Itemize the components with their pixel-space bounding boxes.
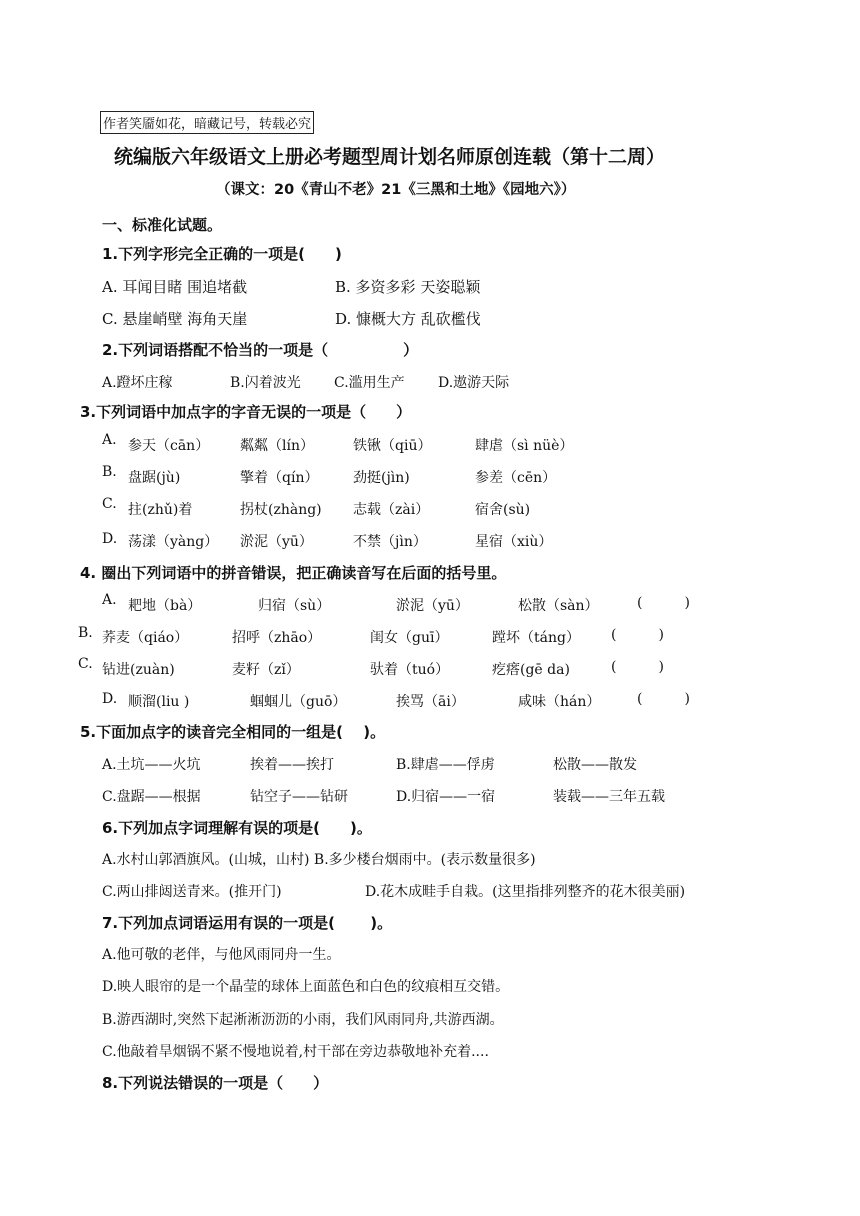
- q2-option-c: C.滥用生产: [334, 375, 405, 391]
- q2-option-a: A.蹬坏庄稼: [102, 375, 173, 391]
- question-4-stem: 4. 圈出下列词语中的拼音错误，把正确读音写在后面的括号里。: [80, 564, 507, 582]
- question-7-stem: 7.下列加点词语运用有误的一项是( )。: [102, 914, 393, 932]
- q3-d-4: 星宿（xiù）: [475, 534, 553, 550]
- q3-c-2: 拐杖(zhàng): [240, 502, 322, 518]
- q6-option-d: D.花木成畦手自栽。(这里指排列整齐的花木很美丽): [365, 884, 686, 900]
- question-1-stem: 1.下列字形完全正确的一项是( ): [102, 245, 342, 263]
- question-5-stem: 5.下面加点字的读音完全相同的一组是( )。: [80, 723, 386, 741]
- question-2-stem: 2.下列词语搭配不恰当的一项是（ ）: [102, 341, 419, 359]
- q7-option-d: D.映人眼帘的是一个晶莹的球体上面蓝色和白色的纹痕相互交错。: [102, 979, 510, 995]
- q1-option-d: D. 慷概大方 乱砍檻伐: [335, 310, 481, 328]
- q1-option-b: B. 多资多彩 天姿聪颖: [335, 278, 481, 296]
- q4-b-3: 闺女（guī）: [370, 630, 449, 646]
- q4-d-1: 顺溜(liu ): [128, 694, 190, 710]
- q3-c-1: 拄(zhǔ)着: [128, 502, 193, 518]
- q4-c-1: 钻进(zuàn): [102, 662, 175, 678]
- q5-option-d1: D.归宿——一宿: [396, 789, 496, 805]
- q7-option-a: A.他可敬的老伴，与他风雨同舟一生。: [102, 947, 341, 963]
- q1-option-a: A. 耳闻目睹 围追堵截: [102, 278, 248, 296]
- q4-b-4: 蹚坏（táng）: [492, 630, 580, 646]
- q3-d-1: 荡漾（yàng）: [128, 534, 219, 550]
- q3-a-4: 肆虐（sì nüè）: [475, 438, 574, 454]
- q5-option-a2: 挨着——挨打: [250, 757, 334, 773]
- q2-option-b: B.闪着波光: [230, 375, 301, 391]
- q4-label-d: D.: [102, 691, 118, 707]
- q5-option-b1: B.肆虐——俘虏: [396, 757, 495, 773]
- q3-label-a: A.: [102, 432, 117, 448]
- q4-a-3: 淤泥（yū）: [396, 598, 469, 614]
- q4-b-answer-blank: ( ): [611, 627, 664, 643]
- q4-d-2: 蝈蝈儿（guō）: [250, 694, 347, 710]
- q4-a-answer-blank: ( ): [637, 595, 690, 611]
- q3-d-2: 淤泥（yū）: [240, 534, 313, 550]
- q6-option-c: C.两山排闼送青来。(推开门): [102, 884, 282, 900]
- q5-option-d2: 装载——三年五载: [553, 789, 665, 805]
- question-3-stem: 3.下列词语中加点字的字音无误的一项是（ ）: [80, 403, 412, 421]
- q4-c-3: 驮着（tuó）: [370, 662, 450, 678]
- q4-a-2: 归宿（sù）: [258, 598, 331, 614]
- q3-b-1: 盘踞(jù): [128, 470, 181, 486]
- page-title: 统编版六年级语文上册必考题型周计划名师原创连载（第十二周）: [114, 146, 666, 168]
- q3-c-4: 宿舍(sù): [475, 502, 531, 518]
- q3-b-3: 劲挺(jìn): [353, 470, 410, 486]
- q7-option-b: B.游西湖时,突然下起淅淅沥沥的小雨，我们风雨同舟,共游西湖。: [102, 1012, 504, 1028]
- q4-d-answer-blank: ( ): [637, 691, 690, 707]
- q4-label-b: B.: [78, 625, 93, 641]
- q5-option-c1: C.盘踞——根据: [102, 789, 201, 805]
- q3-label-b: B.: [102, 464, 117, 480]
- q4-c-answer-blank: ( ): [611, 659, 664, 675]
- section-heading: 一、标准化试题。: [102, 216, 223, 234]
- q1-option-c: C. 悬崖峭壁 海角天崖: [102, 310, 248, 328]
- question-6-stem: 6.下列加点字词理解有误的项是( )。: [102, 819, 372, 837]
- q4-c-2: 麦籽（zǐ）: [232, 662, 300, 678]
- q4-a-4: 松散（sàn）: [518, 598, 599, 614]
- q5-option-c2: 钻空子——钻研: [250, 789, 348, 805]
- q5-option-a1: A.土坑——火坑: [102, 757, 201, 773]
- q2-option-d: D.遨游天际: [438, 375, 510, 391]
- q3-b-2: 擎着（qín）: [240, 470, 319, 486]
- q4-d-3: 挨骂（āi）: [396, 694, 465, 710]
- question-8-stem: 8.下列说法错误的一项是（ ）: [102, 1074, 329, 1092]
- q3-a-3: 铁锹（qiū）: [353, 438, 432, 454]
- q3-label-d: D.: [102, 531, 118, 547]
- q5-option-b2: 松散——散发: [553, 757, 637, 773]
- q3-label-c: C.: [102, 496, 117, 512]
- q4-a-1: 耙地（bà）: [128, 598, 202, 614]
- q4-d-4: 咸味（hán）: [518, 694, 601, 710]
- q6-options-ab: A.水村山郭酒旗风。(山城，山村) B.多少楼台烟雨中。(表示数量很多): [102, 852, 536, 868]
- q7-option-c: C.他敲着旱烟锅不紧不慢地说着,村干部在旁边恭敬地补充着....: [102, 1044, 489, 1060]
- q4-label-a: A.: [102, 592, 117, 608]
- q3-a-2: 粼粼（lín）: [240, 438, 314, 454]
- q4-label-c: C.: [78, 656, 93, 672]
- q4-c-4: 疙瘩(gē da): [492, 662, 570, 678]
- q3-c-3: 志载（zài）: [353, 502, 430, 518]
- copyright-notice: 作者笑靥如花，暗藏记号，转载必究: [100, 111, 314, 134]
- q3-a-1: 参天（cān）: [128, 438, 210, 454]
- q4-b-1: 荞麦（qiáo）: [102, 630, 189, 646]
- q3-d-3: 不禁（jìn）: [353, 534, 427, 550]
- q4-b-2: 招呼（zhāo）: [232, 630, 322, 646]
- page-subtitle: （课文：20《青山不老》21《三黑和土地》《园地六》）: [216, 182, 576, 198]
- q3-b-4: 参差（cēn）: [475, 470, 557, 486]
